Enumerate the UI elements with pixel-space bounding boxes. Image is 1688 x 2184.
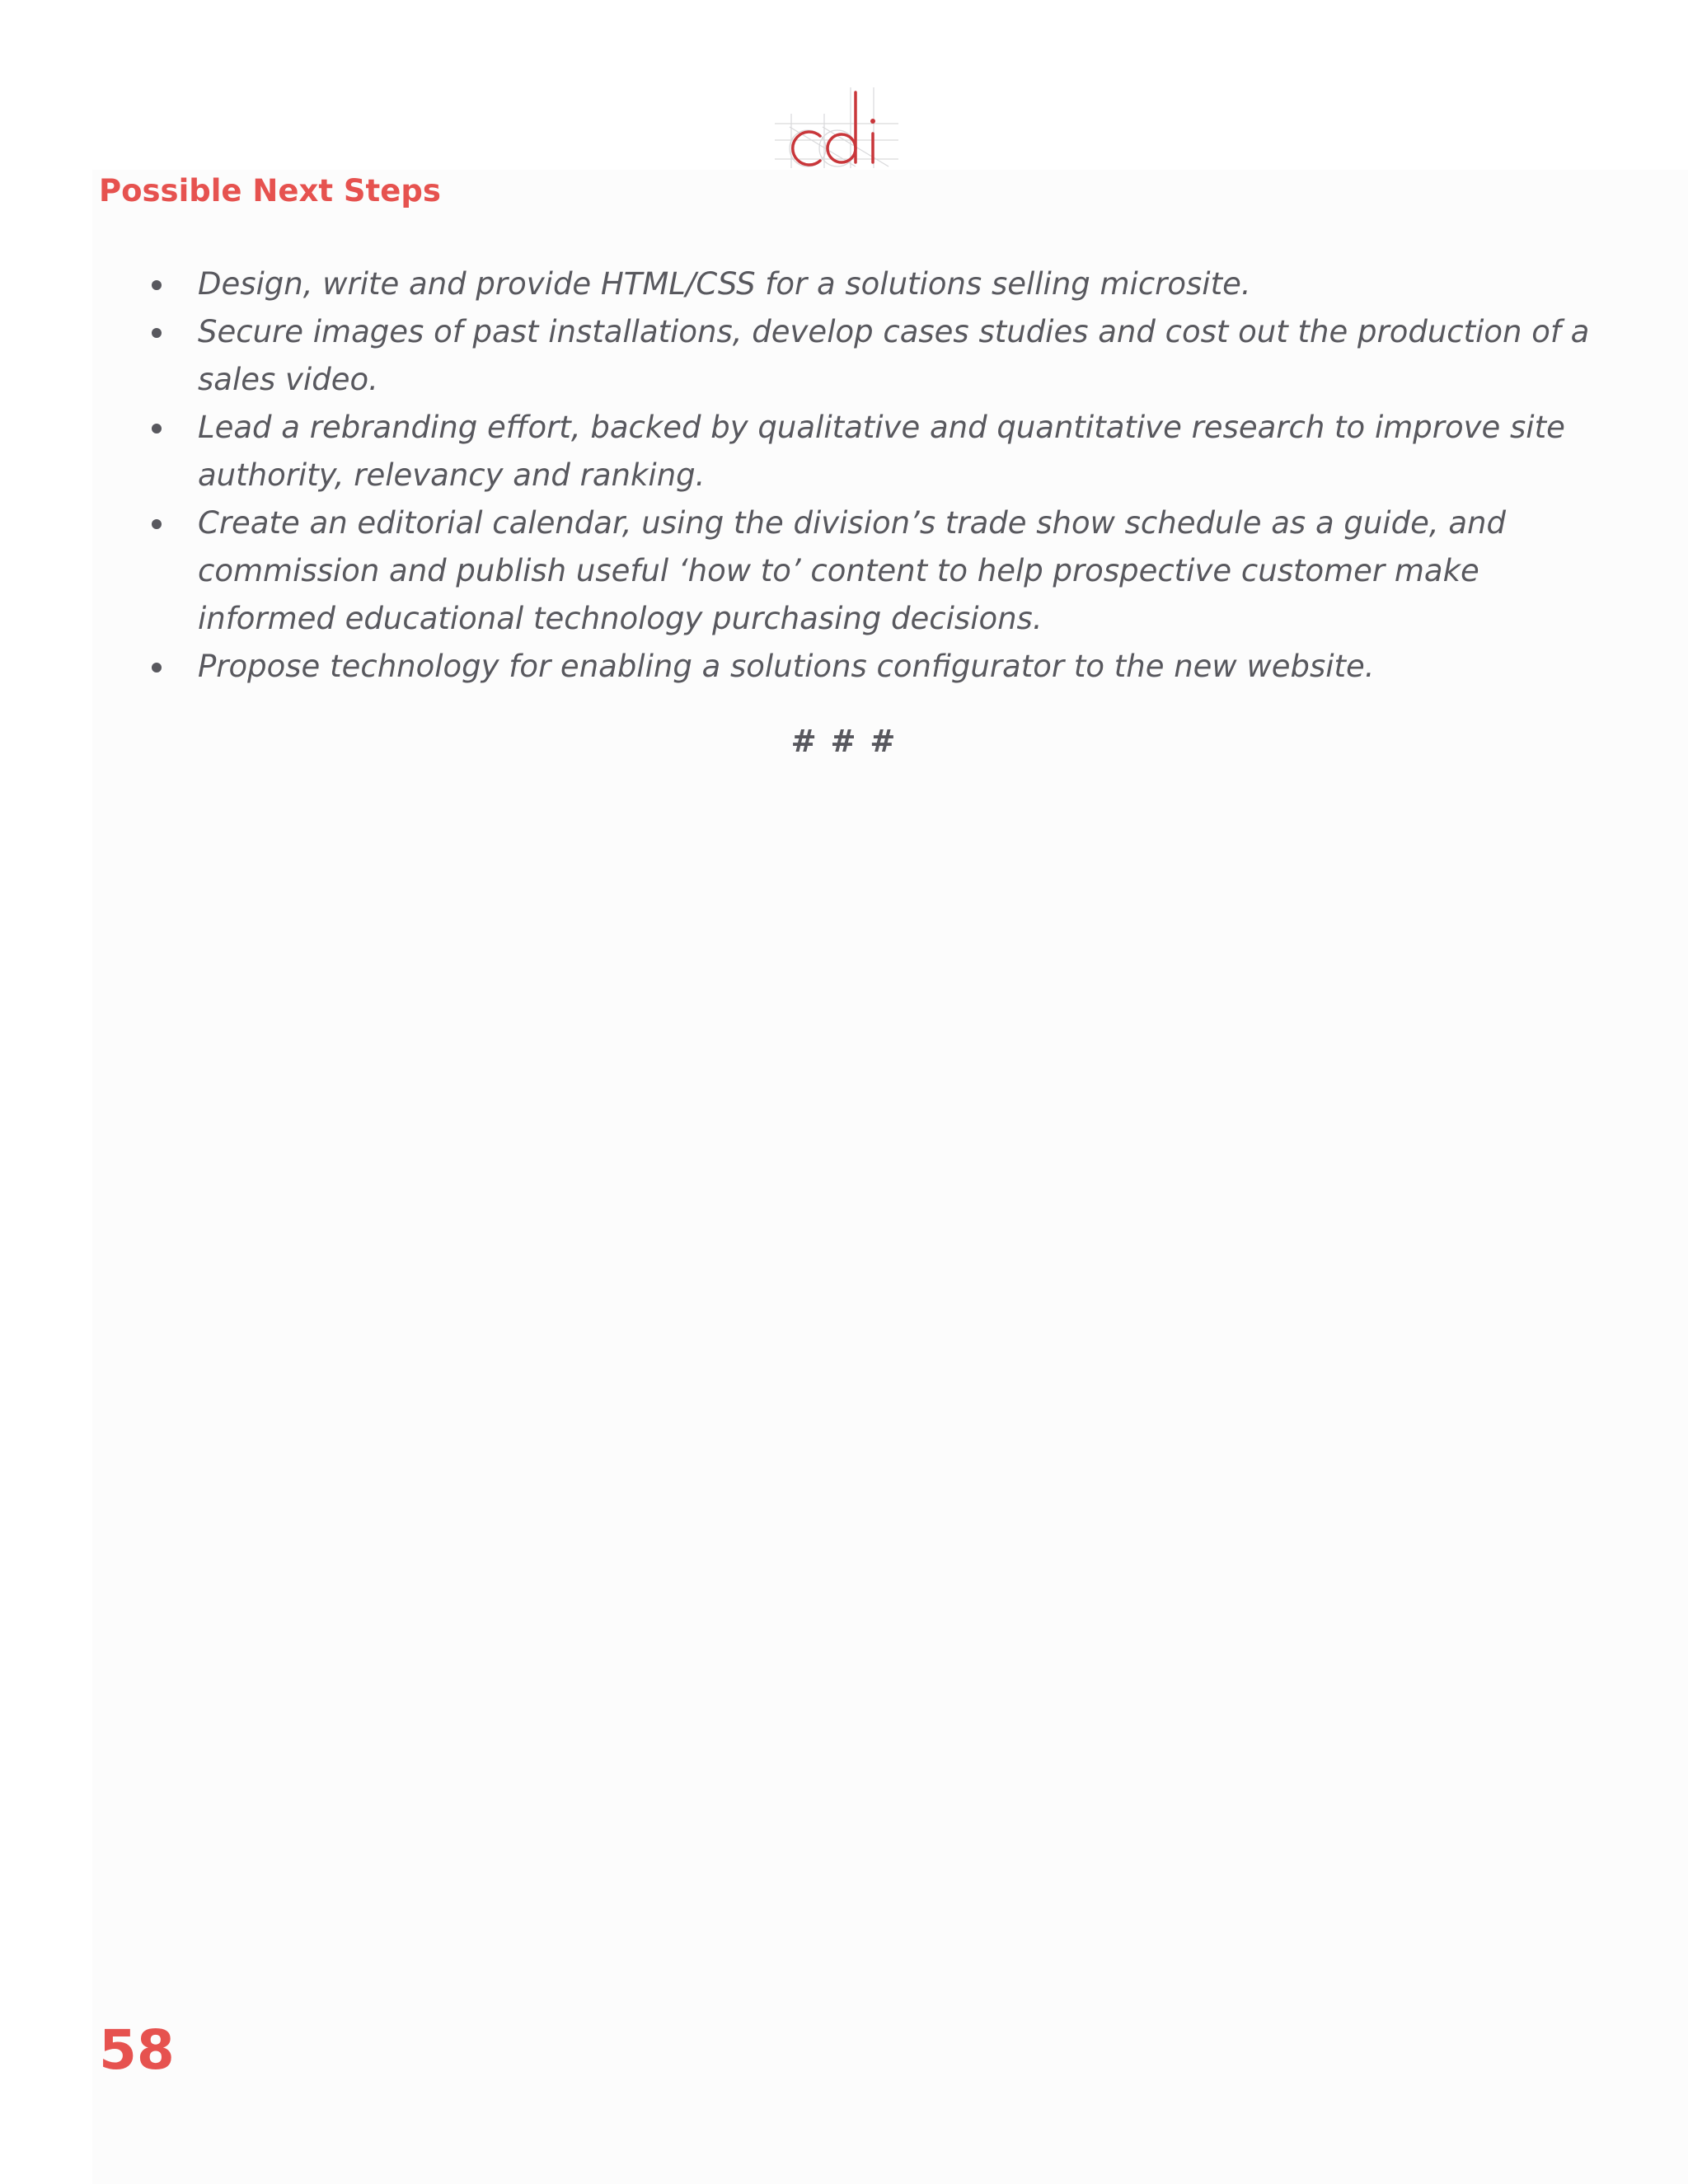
list-item-text: Create an editorial calendar, using the division’s trade show schedule as a guide, and commission and publish useful ‘how to’ content to help prospective customer make informed educational technology purchasing decisions. [198,505,1506,636]
bullet-icon [152,663,162,673]
bullet-icon [152,280,162,290]
list-item [145,404,1612,499]
list-item-text: Propose technology for enabling a solutions configurator to the new website. [198,649,1375,684]
end-of-document-marker: # # # [790,724,898,759]
list-item-text: Design, write and provide HTML/CSS for a solutions selling microsite. [198,266,1251,302]
list-item-text: Lead a rebranding effort, backed by qualitative and quantitative research to improve site authority, relevancy and ranking. [198,410,1565,493]
next-steps-list [145,260,1612,691]
page-number: 58 [99,2018,175,2082]
list-item [145,643,1612,691]
list-item [145,499,1612,643]
list-item [145,260,1612,308]
list-item [145,308,1612,404]
bullet-icon [152,328,162,338]
bullet-icon [152,519,162,529]
bullet-icon [152,424,162,434]
cdi-logo [773,81,905,171]
section-heading: Possible Next Steps [99,173,441,209]
list-item-text: Secure images of past installations, develop cases studies and cost out the production of a sales video. [198,314,1590,397]
